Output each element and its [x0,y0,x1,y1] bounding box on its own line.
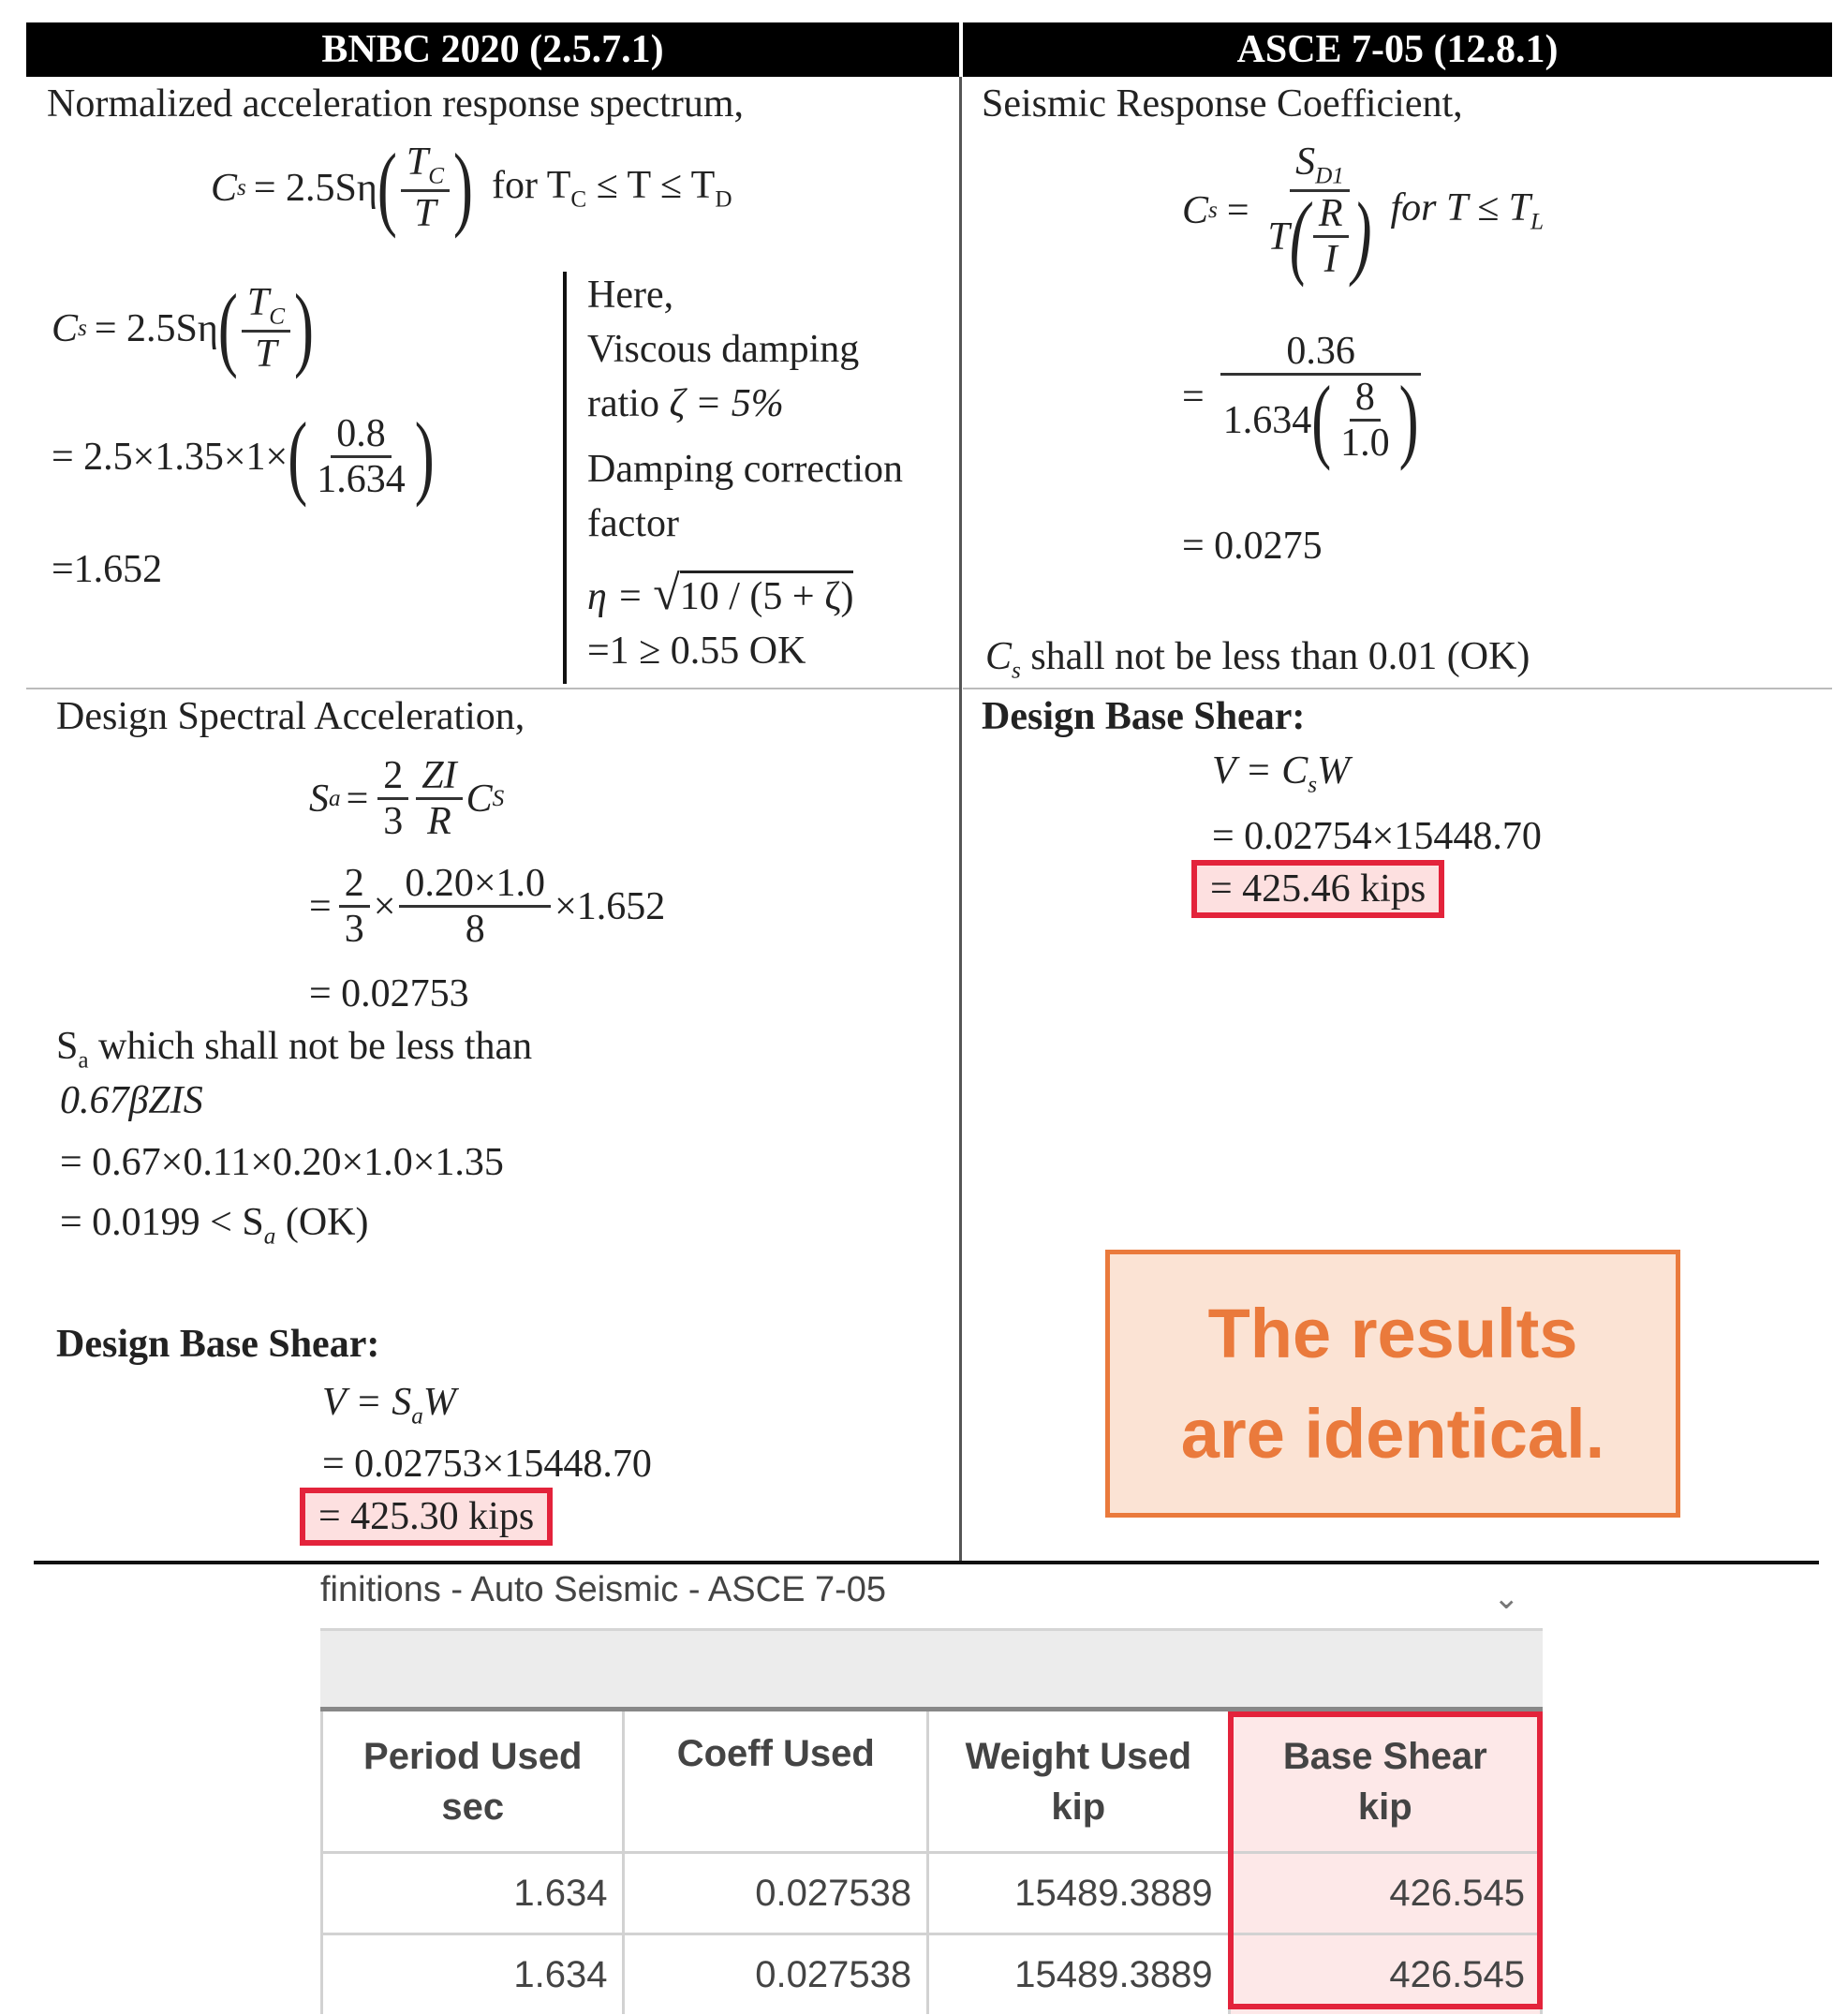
right-v-calc: = 0.02754×15448.70 [1212,815,1542,858]
cs-symbol: C [211,166,238,210]
callout-line2: are identical. [1180,1395,1605,1473]
here-divider [563,272,567,684]
sa-formula: S a = $\frac{2}{3}$ $\frac{ZI}{R}$ C S [309,754,505,844]
left-cs-calc [52,403,435,509]
cell-weight: 15489.3889 [928,1934,1229,2015]
left-cs-formula [211,134,732,240]
here-l7: =1 ≥ 0.55 OK [587,630,806,673]
here-l3: ratio ζ = 5% [587,382,784,425]
left-v-result: = 425.30 kips [300,1488,553,1546]
cs-frac: $S_{D1}$ T ( $\frac{R}{I}$ ) [1267,141,1372,289]
table-title: finitions - Auto Seismic - ASCE 7-05 [320,1570,887,1609]
cs2-rhs: = 2.5Sη [94,306,218,350]
sa-min-calc: = 0.67×0.11×0.20×1.0×1.35 [60,1141,504,1184]
calc-paren-open: ( [288,403,308,509]
paren-close: ) [453,134,473,240]
cs-sub: s [237,174,246,200]
sa-min-text: $S_a$ which shall not be less than [56,1025,533,1074]
here-l6: η = √10 / (5 + ζ) [587,567,854,620]
callout-line1: The results [1207,1294,1578,1372]
left-v-eq: $V = S_aW$ [322,1381,456,1430]
sa-min-expr: 0.67βZIS [60,1079,203,1122]
cell-coeff: 0.027538 [624,1934,928,2015]
calc-line1: = 2.5×1.35×1× [52,435,288,479]
here-l1: Here, [587,274,674,317]
right-v-eq: $V = C_sW$ [1212,749,1351,798]
left-cs-result: =1.652 [52,548,163,591]
calc-frac-den: 1.634 [317,458,406,502]
header-coeff[interactable]: Coeff Used [624,1711,928,1853]
base-shear-highlight [1228,1711,1543,2009]
condition: for $T_C \le T \le T_D$ [491,163,732,212]
frac-num-sub: C [428,163,444,189]
right-cs-result: = 0.0275 [1182,525,1323,568]
paren-open-2: ( [217,274,238,380]
right-calc-frac: 0.36 1.634 ( $\frac{8}{1.0}$ ) [1218,330,1425,466]
cell-period: 1.634 [322,1853,624,1934]
paren-close-2: ) [294,274,314,380]
results-callout [1105,1250,1680,1518]
here-l4: Damping correction [587,448,904,491]
calc-frac-num: 0.8 [331,412,392,458]
header-base-shear[interactable]: Base Shear kip [1229,1711,1541,1853]
sa-min-result: = $0.0199 < S_a$ (OK) [60,1201,369,1250]
right-intro: Seismic Response Coefficient, [982,82,1463,126]
right-cs-formula: C s = $S_{D1}$ T ( $\frac{R}{I}$ ) for $T \le T_L$ [1182,141,1545,289]
paren-open: ( [377,134,397,240]
sa-calc: = $\frac{2}{3}$ × $\frac{0.20\times 1.0}{8}$ ×1.652 [309,862,666,952]
calc-paren-close: ) [414,403,435,509]
cell-coeff: 0.027538 [624,1853,928,1934]
chevron-down-icon[interactable]: ⌄ [1493,1580,1520,1616]
here-l5: factor [587,502,679,545]
left-dbs-title: Design Base Shear: [56,1323,380,1366]
cs2-sub: s [78,315,87,341]
sa-result: = 0.02753 [309,972,469,1015]
calc-frac [311,412,411,501]
tc-over-t [401,141,450,235]
here-l2: Viscous damping [587,328,860,371]
right-cs-calc: = 0.36 1.634 ( $\frac{8}{1.0}$ ) [1182,330,1428,466]
right-dbs-title: Design Base Shear: [982,695,1306,738]
header-right: ASCE 7-05 (12.8.1) [963,22,1832,77]
right-section-divider [963,688,1832,689]
cs2-symbol: C [52,306,79,350]
cs-rhs: = 2.5Sη [253,166,377,210]
left-intro: Normalized acceleration response spectrum, [47,82,745,126]
bottom-divider [34,1561,1819,1564]
tc-over-t-2: $\frac{T_C}{T}$ [242,281,290,376]
column-divider [959,77,962,1562]
cell-period: 1.634 [322,1934,624,2015]
left-v-calc: = 0.02753×15448.70 [322,1443,652,1486]
table-toolbar-band [320,1628,1543,1710]
right-cs-min: $C_s$ shall not be less than 0.01 (OK) [985,635,1530,684]
here-block [587,275,903,671]
left-section-divider [26,688,959,689]
dsa-title: Design Spectral Acceleration, [56,695,525,738]
frac-den: T [414,192,436,236]
header-left: BNBC 2020 (2.5.7.1) [26,22,959,77]
cell-weight: 15489.3889 [928,1853,1229,1934]
left-cs-formula-2 [52,274,314,380]
header-weight[interactable]: Weight Used kip [928,1711,1229,1853]
right-v-result: = 425.46 kips [1191,860,1444,918]
cell-base-shear: 426.545 [1229,1934,1541,2015]
header-period[interactable]: Period Used sec [322,1711,624,1853]
cell-base-shear: 426.545 [1229,1853,1541,1934]
frac-num: T [406,141,429,184]
